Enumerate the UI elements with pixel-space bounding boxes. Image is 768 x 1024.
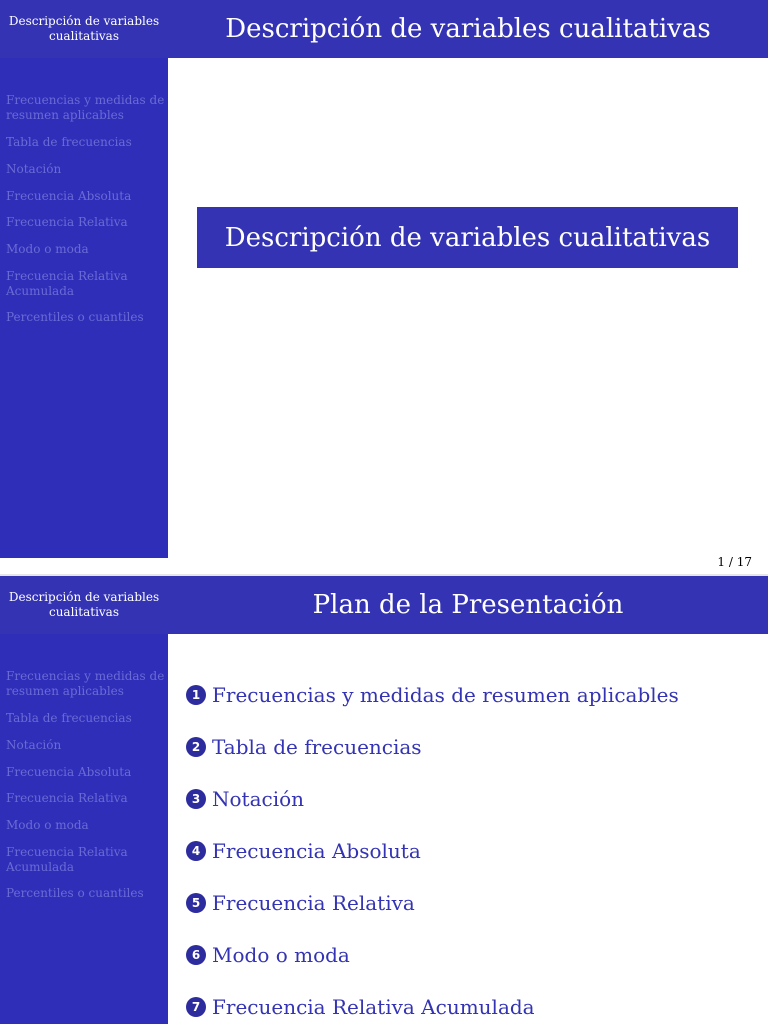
title-box <box>197 207 738 268</box>
toc-item-label: Modo o moda <box>212 943 350 967</box>
toc-item-4[interactable] <box>186 839 421 863</box>
sidebar-item-tabla-frecuencias[interactable]: Tabla de frecuencias <box>6 135 132 149</box>
toc-item-label: Notación <box>212 787 305 811</box>
toc-item-3[interactable] <box>186 787 304 811</box>
toc-item-label: Frecuencia Relativa <box>212 891 415 915</box>
sidebar-item-frecuencias-medidas[interactable]: Frecuencias y medidas de resumen aplicables <box>6 93 165 122</box>
sidebar-item-notacion[interactable]: Notación <box>6 162 62 176</box>
frame-title <box>168 0 768 58</box>
frame-title-text: Plan de la Presentación <box>312 590 624 620</box>
toc-bullet: 6 <box>186 945 206 965</box>
toc-item-label: Frecuencias y medidas de resumen aplicables <box>212 683 679 707</box>
sidebar-title <box>0 0 168 58</box>
toc-bullet: 5 <box>186 893 206 913</box>
sidebar-item-tabla-frecuencias[interactable]: Tabla de frecuencias <box>6 711 132 725</box>
toc-item-label: Frecuencia Absoluta <box>212 839 421 863</box>
slide-2 <box>0 576 768 1024</box>
sidebar-nav <box>0 58 168 558</box>
frame-title <box>168 576 768 634</box>
sidebar-title-text: Descripción de variables cualitativas <box>8 14 160 43</box>
sidebar-item-notacion[interactable]: Notación <box>6 738 62 752</box>
toc-item-5[interactable] <box>186 891 415 915</box>
toc-item-label: Frecuencia Relativa Acumulada <box>212 995 535 1019</box>
toc-item-7[interactable] <box>186 995 535 1019</box>
sidebar-title-text: Descripción de variables cualitativas <box>8 590 160 619</box>
sidebar-item-frecuencia-relativa-acumulada[interactable]: Frecuencia Relativa Acumulada <box>6 845 128 874</box>
sidebar-item-percentiles[interactable]: Percentiles o cuantiles <box>6 886 144 900</box>
toc-item-label: Tabla de frecuencias <box>212 735 422 759</box>
toc-bullet: 1 <box>186 685 206 705</box>
toc-item-1[interactable] <box>186 683 679 707</box>
sidebar-item-frecuencia-relativa[interactable]: Frecuencia Relativa <box>6 791 128 805</box>
sidebar-item-modo-moda[interactable]: Modo o moda <box>6 242 89 256</box>
page-number: 1 / 17 <box>717 555 752 569</box>
sidebar-item-modo-moda[interactable]: Modo o moda <box>6 818 89 832</box>
title-box-text: Descripción de variables cualitativas <box>224 222 711 253</box>
toc-item-2[interactable] <box>186 735 422 759</box>
toc-bullet: 2 <box>186 737 206 757</box>
toc-bullet: 7 <box>186 997 206 1017</box>
toc-item-6[interactable] <box>186 943 350 967</box>
toc-bullet: 3 <box>186 789 206 809</box>
sidebar-item-frecuencia-absoluta[interactable]: Frecuencia Absoluta <box>6 189 132 203</box>
sidebar-nav <box>0 634 168 1024</box>
sidebar-title <box>0 576 168 634</box>
sidebar-item-frecuencia-relativa[interactable]: Frecuencia Relativa <box>6 215 128 229</box>
sidebar-item-frecuencia-relativa-acumulada[interactable]: Frecuencia Relativa Acumulada <box>6 269 128 298</box>
sidebar-item-percentiles[interactable]: Percentiles o cuantiles <box>6 310 144 324</box>
toc-bullet: 4 <box>186 841 206 861</box>
sidebar-item-frecuencias-medidas[interactable]: Frecuencias y medidas de resumen aplicables <box>6 669 165 698</box>
frame-title-text: Descripción de variables cualitativas <box>225 14 711 44</box>
sidebar-item-frecuencia-absoluta[interactable]: Frecuencia Absoluta <box>6 765 132 779</box>
